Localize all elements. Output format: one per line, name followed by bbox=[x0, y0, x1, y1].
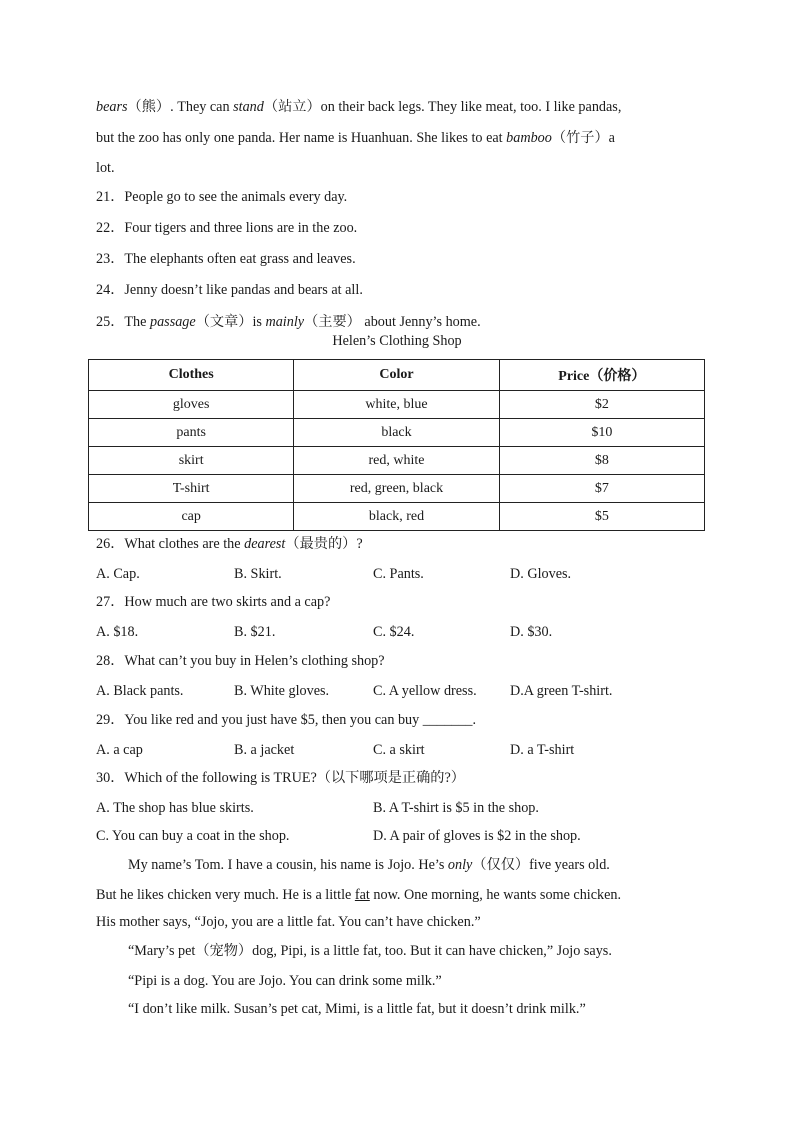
q29-option-b: B. a jacket bbox=[234, 742, 295, 758]
vocab-mainly: mainly bbox=[265, 314, 305, 330]
vocab-only: only bbox=[447, 857, 473, 873]
cell-price: $7 bbox=[499, 475, 704, 503]
q27-option-a: A. $18. bbox=[96, 624, 139, 640]
vocab-dearest: dearest bbox=[244, 536, 286, 552]
cell-color: white, blue bbox=[294, 391, 499, 419]
q30-option-c: C. You can buy a coat in the shop. bbox=[96, 828, 290, 844]
passage-line-2: but the zoo has only one panda. Her name is Huanhuan. She likes to eat bamboo（竹子）a bbox=[96, 130, 615, 146]
story-line-2: But he likes chicken very much. He is a little fat now. One morning, he wants some chicken. bbox=[96, 887, 622, 903]
cell-price: $5 bbox=[499, 503, 704, 531]
table-row bbox=[89, 475, 705, 503]
table-row bbox=[89, 447, 705, 475]
underlined-word-fat: fat bbox=[354, 887, 370, 903]
q30-option-d: D. A pair of gloves is $2 in the shop. bbox=[373, 828, 581, 844]
q27-option-d: D. $30. bbox=[510, 624, 553, 640]
cell-clothes: skirt bbox=[89, 447, 294, 475]
question-29: 29．You like red and you just have $5, then you can buy _______. bbox=[96, 712, 476, 728]
table-row bbox=[89, 503, 705, 531]
q27-option-b: B. $21. bbox=[234, 624, 276, 640]
q30-option-b: B. A T-shirt is $5 in the shop. bbox=[373, 800, 539, 816]
table-header-row bbox=[89, 360, 705, 391]
q27-option-c: C. $24. bbox=[373, 624, 415, 640]
table-row bbox=[89, 391, 705, 419]
q30-option-a: A. The shop has blue skirts. bbox=[96, 800, 254, 816]
vocab-bamboo: bamboo bbox=[506, 130, 552, 146]
table-title: Helen’s Clothing Shop bbox=[332, 333, 462, 349]
question-22: 22．Four tigers and three lions are in the zoo. bbox=[96, 220, 358, 236]
q29-option-c: C. a skirt bbox=[373, 742, 425, 758]
header-clothes: Clothes bbox=[89, 360, 294, 391]
cell-clothes: T-shirt bbox=[89, 475, 294, 503]
question-24: 24．Jenny doesn’t like pandas and bears at all. bbox=[96, 282, 363, 298]
vocab-passage: passage bbox=[149, 314, 196, 330]
passage-line-1: bears（熊）. They can stand（站立）on their back legs. They like meat, too. I like pandas, bbox=[96, 99, 622, 115]
vocab-stand: stand bbox=[233, 99, 264, 115]
cell-price: $10 bbox=[499, 419, 704, 447]
cell-clothes: cap bbox=[89, 503, 294, 531]
clothing-shop-table bbox=[88, 359, 705, 531]
question-21: 21．People go to see the animals every day. bbox=[96, 189, 348, 205]
table-row bbox=[89, 419, 705, 447]
vocab-bears: bears bbox=[96, 99, 128, 115]
header-price: Price（价格） bbox=[499, 360, 704, 391]
q28-option-b: B. White gloves. bbox=[234, 683, 330, 699]
q26-option-b: B. Skirt. bbox=[234, 566, 282, 582]
cell-color: red, green, black bbox=[294, 475, 499, 503]
q28-option-d: D.A green T-shirt. bbox=[510, 683, 613, 699]
cell-price: $8 bbox=[499, 447, 704, 475]
question-26: 26．What clothes are the dearest（最贵的）? bbox=[96, 536, 363, 552]
q26-option-a: A. Cap. bbox=[96, 566, 140, 582]
question-23: 23．The elephants often eat grass and leaves. bbox=[96, 251, 356, 267]
question-25: 25．The passage（文章）is mainly（主要） about Jenny’s home. bbox=[96, 314, 481, 330]
question-28: 28．What can’t you buy in Helen’s clothing shop? bbox=[96, 653, 385, 669]
cell-price: $2 bbox=[499, 391, 704, 419]
passage-line-3: lot. bbox=[96, 160, 115, 176]
cell-color: black bbox=[294, 419, 499, 447]
question-30: 30．Which of the following is TRUE?（以下哪项是正确的?） bbox=[96, 770, 465, 786]
cell-color: black, red bbox=[294, 503, 499, 531]
q29-option-d: D. a T-shirt bbox=[510, 742, 575, 758]
story-line-5: “Pipi is a dog. You are Jojo. You can drink some milk.” bbox=[128, 973, 442, 989]
story-line-4: “Mary’s pet（宠物）dog, Pipi, is a little fat, too. But it can have chicken,” Jojo says. bbox=[128, 943, 612, 959]
cell-clothes: pants bbox=[89, 419, 294, 447]
story-line-6: “I don’t like milk. Susan’s pet cat, Mimi, is a little fat, but it doesn’t drink milk.” bbox=[128, 1001, 586, 1017]
q28-option-c: C. A yellow dress. bbox=[373, 683, 477, 699]
story-line-3: His mother says, “Jojo, you are a little fat. You can’t have chicken.” bbox=[96, 914, 481, 930]
story-line-1: My name’s Tom. I have a cousin, his name is Jojo. He’s only（仅仅）five years old. bbox=[128, 857, 610, 873]
q26-option-c: C. Pants. bbox=[373, 566, 424, 582]
q26-option-d: D. Gloves. bbox=[510, 566, 572, 582]
question-27: 27．How much are two skirts and a cap? bbox=[96, 594, 331, 610]
cell-color: red, white bbox=[294, 447, 499, 475]
q28-option-a: A. Black pants. bbox=[96, 683, 184, 699]
header-color: Color bbox=[294, 360, 499, 391]
q29-option-a: A. a cap bbox=[96, 742, 143, 758]
cell-clothes: gloves bbox=[89, 391, 294, 419]
